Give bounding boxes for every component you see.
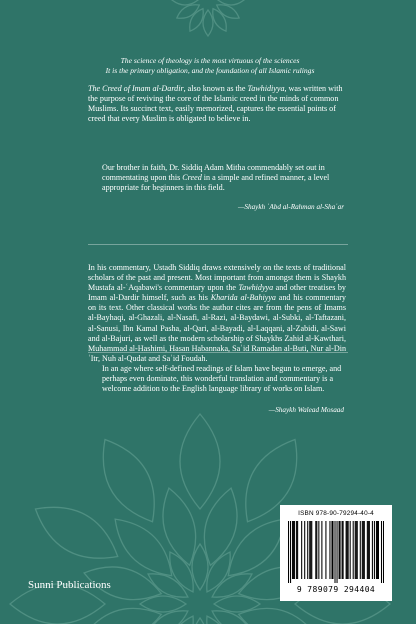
alt-title: Tawhidiyya xyxy=(247,84,285,93)
barcode-bar xyxy=(315,521,316,579)
barcode-bar xyxy=(316,521,317,579)
divider-1 xyxy=(88,244,348,245)
barcode-bar xyxy=(357,521,358,579)
epigraph xyxy=(60,56,360,76)
pattern-petal xyxy=(192,618,208,624)
barcode-bar xyxy=(311,521,312,579)
pattern-petal xyxy=(213,9,227,32)
pattern-petal xyxy=(163,488,196,565)
barcode-bar xyxy=(331,521,332,579)
barcode-bar xyxy=(374,521,375,579)
barcode-bar xyxy=(310,521,311,579)
pattern-petal xyxy=(177,5,200,19)
barcode-bar xyxy=(343,521,344,579)
commentary-text-b: and other treatises by Imam al-Dardir himself, such as his xyxy=(88,283,346,303)
barcode-bar xyxy=(318,521,319,579)
isbn-barcode xyxy=(280,505,392,601)
barcode-bar xyxy=(334,521,335,583)
pattern-petal xyxy=(35,507,117,558)
barcode-bar xyxy=(337,521,338,583)
barcode-bar xyxy=(353,521,354,579)
commentary-paragraph xyxy=(88,263,346,364)
pattern-petal xyxy=(170,616,193,624)
barcode-bar xyxy=(381,521,382,583)
pattern-petal xyxy=(115,519,172,576)
barcode-bar xyxy=(364,521,365,579)
epigraph-line-2: It is the primary obligation, and the foundation of all Islamic rulings xyxy=(105,66,315,75)
barcode-bar xyxy=(340,521,341,579)
barcode-bar xyxy=(347,521,348,579)
barcode-bar xyxy=(297,521,298,579)
barcode-bar xyxy=(350,521,351,579)
barcode-bar xyxy=(376,521,377,579)
barcode-bar xyxy=(369,521,370,579)
commentary-italic-b: Kharida al-Bahiyya xyxy=(210,293,276,303)
quote1-text-a: Our brother in faith, Dr. Siddiq Adam Mitha commendably set out in commentating upon this xyxy=(102,163,325,183)
isbn-label: ISBN 978-90-79294-40-4 xyxy=(298,510,374,517)
intro-text-b: , was written with the purpose of reviving the core of the Islamic creed in the minds of common Muslims. Its succinct text, easily memorized, captures the essential points of creed that every Muslim is obligated to believe in. xyxy=(88,84,343,124)
commentary-italic-a: Tawhidyya xyxy=(238,283,274,293)
barcode-bar xyxy=(293,521,294,579)
intro-paragraph xyxy=(88,84,346,124)
barcode-bar xyxy=(307,521,308,579)
barcode-bar xyxy=(332,521,333,579)
pattern-petal xyxy=(103,439,154,521)
pattern-petal xyxy=(203,10,213,36)
barcode-bar xyxy=(309,521,310,579)
endorsement-quote-1 xyxy=(102,163,348,193)
isbn-number: 9 789079 294404 xyxy=(296,585,376,594)
barcode-bar xyxy=(362,521,363,579)
book-title: The Creed of Imam al-Dardir xyxy=(88,84,184,93)
barcode-bar xyxy=(288,521,289,583)
barcode-bar xyxy=(372,521,373,579)
divider-2 xyxy=(88,352,348,353)
endorsement-quote-2: In an age where self-defined readings of Islam have begun to emerge, and perhaps even dominate, this wonderful translation and commentary is a welcome addition to the English language library of works on Islam. xyxy=(102,364,342,394)
barcode-bar xyxy=(356,521,357,579)
barcode-bars xyxy=(288,521,384,583)
pattern-petal xyxy=(228,519,285,576)
barcode-bar xyxy=(294,521,295,579)
barcode-bar xyxy=(329,521,330,579)
quote1-attribution: —Shaykh ʿAbd al-Rahman al-Shaʿar xyxy=(238,203,344,211)
barcode-bar xyxy=(339,521,340,579)
barcode-bar xyxy=(304,521,305,579)
pattern-petal xyxy=(190,9,204,32)
barcode-bar xyxy=(292,521,293,579)
quote2-attribution: —Shaykh Walead Mosaad xyxy=(268,406,344,414)
barcode-bar xyxy=(290,521,291,583)
pattern-petal xyxy=(207,616,230,624)
barcode-bar xyxy=(383,521,384,583)
barcode-bar xyxy=(355,521,356,579)
barcode-bar xyxy=(363,521,364,579)
commentary-text-c: and his commentary on its text. Other classical works the author cites are from the pens of Imams al-Bayhaqi, al-Ghazali, al-Nasafi, al-Razi, al-Baydawi, al-Subki, al-Taftazani, al-Sanusi, Ibn Kamal Pasha, al-Qari, al-Bayadi, al-Laqqani, al-Zabidi, al-Sawi and al-Bajuri, as well as the modern scholarship of Shaykhs Zahid al-Kawthari, Muhammad al-Hashimi, Hasan Habannaka, Saʿid Ramadan al-Buti, Nur al-Din ʿItr, Nuh al-Qudat and Saʿid Foudah. xyxy=(88,293,346,363)
quote1-text-b: in a simple and refined manner, a level appropriate for beginners in this field. xyxy=(102,173,330,193)
commentary-text-a: In his commentary, Ustadh Siddiq draws extensively on the texts of traditional scholars of the past and present. Most important from amongst them is Shaykh Mustafa al-ʿAqabawi's commentary upon the xyxy=(88,263,346,293)
barcode-bar xyxy=(325,521,326,579)
publisher-name: Sunni Publications xyxy=(28,579,111,591)
quote1-italic: Creed xyxy=(182,173,202,183)
barcode-bar xyxy=(377,521,378,579)
barcode-bar xyxy=(321,521,322,579)
barcode-bar xyxy=(296,521,297,579)
barcode-bar xyxy=(301,521,302,579)
epigraph-line-1: The science of theology is the most virtuous of the sciences xyxy=(120,56,300,65)
barcode-bar xyxy=(378,521,379,579)
barcode-bar xyxy=(360,521,361,579)
barcode-bar xyxy=(367,521,368,579)
barcode-bar xyxy=(346,521,347,579)
barcode-bar xyxy=(368,521,369,579)
pattern-petal xyxy=(204,488,237,565)
barcode-bar xyxy=(348,521,349,579)
intro-text-a: , also known as the xyxy=(183,84,248,93)
barcode-bar xyxy=(342,521,343,579)
pattern-petal xyxy=(180,414,220,509)
pattern-petal xyxy=(217,5,240,19)
